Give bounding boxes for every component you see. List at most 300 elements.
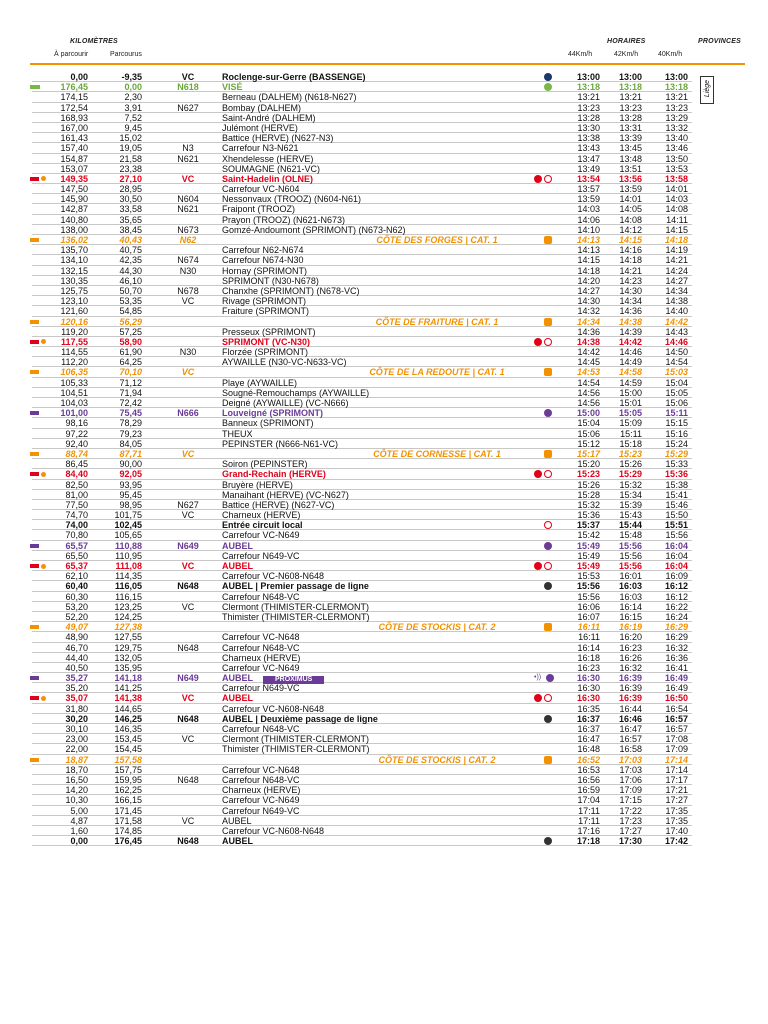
row-icons: [544, 83, 552, 91]
km-covered: 171,58: [114, 815, 142, 826]
km-covered: 58,90: [119, 336, 142, 347]
table-row: [32, 418, 692, 428]
table-row: [32, 602, 692, 612]
time-44kmh: 14:06: [577, 214, 600, 225]
km-covered: 71,94: [119, 387, 142, 398]
time-42kmh: 13:59: [619, 184, 642, 195]
time-44kmh: 14:45: [577, 357, 600, 368]
time-44kmh: 14:56: [577, 387, 600, 398]
road-code: N648: [177, 713, 199, 724]
table-row: [32, 215, 692, 225]
row-icons: [534, 470, 552, 478]
table-row: [32, 266, 692, 276]
time-44kmh: 13:38: [577, 133, 600, 144]
place-name: Playe (AYWAILLE): [222, 377, 298, 388]
time-44kmh: 17:16: [577, 825, 600, 836]
time-44kmh: 16:30: [576, 693, 600, 704]
km-remaining: 135,70: [60, 245, 88, 256]
km-covered: 116,05: [114, 581, 142, 592]
time-40kmh: 14:34: [665, 285, 688, 296]
time-42kmh: 15:05: [618, 408, 642, 419]
km-remaining: 23,00: [65, 734, 88, 745]
km-covered: 146,35: [114, 724, 142, 734]
time-44kmh: 16:30: [577, 683, 600, 694]
road-code: N648: [177, 836, 199, 847]
time-40kmh: 15:36: [664, 469, 688, 480]
row-icons: [534, 338, 552, 346]
time-42kmh: 13:45: [619, 143, 642, 154]
table-row: [32, 551, 692, 561]
place-name: Carrefour N648-VC: [222, 642, 300, 653]
time-44kmh: 14:13: [577, 245, 600, 256]
time-42kmh: 17:06: [619, 774, 642, 785]
km-remaining: 18,70: [65, 764, 88, 775]
km-remaining: 81,00: [65, 489, 88, 500]
km-remaining: 65,37: [65, 561, 88, 571]
km-covered: 56,29: [119, 316, 142, 327]
sprint-icon: [544, 562, 552, 570]
km-remaining: 174,15: [60, 92, 88, 103]
km-covered: 87,71: [119, 448, 142, 459]
km-remaining: 92,40: [65, 438, 88, 449]
climb-icon: [544, 756, 552, 764]
place-name: Carrefour N3-N621: [222, 143, 299, 154]
finish-line-icon: [544, 582, 552, 590]
table-row: [32, 612, 692, 622]
time-40kmh: 15:50: [665, 510, 688, 521]
km-covered: 157,75: [114, 764, 142, 775]
time-40kmh: 14:08: [665, 204, 688, 215]
time-44kmh: 15:42: [577, 530, 600, 541]
finish-line-icon: [544, 715, 552, 723]
place-name: AUBEL PROXIMUS: [222, 673, 562, 684]
km-remaining: 86,45: [65, 459, 88, 470]
time-44kmh: 17:18: [576, 836, 600, 847]
time-42kmh: 14:30: [619, 285, 642, 296]
table-row: [32, 306, 692, 316]
table-row: [32, 836, 692, 846]
table-row: [32, 490, 692, 500]
place-name: Carrefour VC-N604: [222, 184, 300, 195]
time-42kmh: 14:01: [619, 194, 642, 205]
place-name: Charneux (HERVE): [222, 510, 301, 521]
km-remaining: 117,55: [60, 336, 88, 347]
time-40kmh: 13:40: [665, 133, 688, 144]
place-name: Xhendelesse (HERVE): [222, 153, 314, 164]
time-40kmh: 17:14: [664, 754, 688, 765]
km-remaining: 136,02: [60, 235, 88, 245]
table-row: [32, 693, 692, 703]
time-42kmh: 14:16: [619, 245, 642, 256]
row-icons: [544, 368, 552, 376]
time-42kmh: 13:39: [619, 133, 642, 144]
km-covered: 110,88: [114, 540, 142, 551]
km-covered: 53,35: [119, 296, 142, 307]
time-44kmh: 13:57: [577, 184, 600, 195]
time-44kmh: 14:30: [577, 296, 600, 307]
table-row: [32, 225, 692, 235]
km-remaining: 30,20: [65, 713, 88, 724]
time-42kmh: 15:43: [619, 510, 642, 521]
radio-icon: •)): [534, 674, 542, 682]
time-44kmh: 15:49: [577, 550, 600, 561]
table-row: [32, 755, 692, 765]
place-name: AUBEL: [222, 815, 252, 826]
km-covered: 28,95: [119, 184, 142, 195]
time-42kmh: 16:39: [618, 673, 642, 684]
table-row: [32, 398, 692, 408]
place-name: Carrefour N648-VC: [222, 591, 300, 602]
table-row: [32, 673, 692, 683]
time-40kmh: 17:14: [665, 764, 688, 775]
time-40kmh: 13:23: [665, 102, 688, 113]
km-covered: 40,43: [119, 235, 142, 245]
time-42kmh: 14:05: [619, 204, 642, 215]
table-row: [32, 133, 692, 143]
table-row: [32, 357, 692, 367]
table-row: [32, 744, 692, 754]
km-covered: 102,45: [114, 520, 142, 531]
place-name: Entrée circuit local: [222, 520, 303, 531]
time-40kmh: 13:29: [665, 112, 688, 123]
time-44kmh: 15:12: [577, 438, 600, 449]
time-44kmh: 14:13: [576, 235, 600, 245]
time-42kmh: 15:48: [619, 530, 642, 541]
time-42kmh: 17:23: [619, 815, 642, 826]
time-40kmh: 13:32: [665, 122, 688, 133]
km-remaining: 35,27: [65, 673, 88, 684]
km-covered: 40,75: [119, 245, 142, 256]
km-covered: 110,95: [115, 550, 142, 561]
time-42kmh: 16:57: [619, 734, 642, 745]
place-name: SOUMAGNE (N621-VC): [222, 163, 321, 174]
place-name: Presseux (SPRIMONT): [222, 326, 316, 337]
place-name: Carrefour N674-N30: [222, 255, 304, 266]
table-row: [32, 480, 692, 490]
time-40kmh: 17:42: [664, 836, 688, 847]
km-covered: 90,00: [119, 459, 142, 470]
km-covered: 132,05: [114, 652, 142, 663]
time-40kmh: 16:29: [664, 622, 688, 633]
ravitaillement-icon: [534, 562, 542, 570]
time-42kmh: 14:23: [619, 275, 642, 286]
table-row: [32, 276, 692, 286]
place-name: AUBEL | Deuxième passage de ligne: [222, 713, 378, 724]
time-42kmh: 16:44: [619, 703, 642, 714]
time-44kmh: 14:36: [577, 326, 600, 337]
km-remaining: 49,07: [65, 622, 88, 633]
place-name: PEPINSTER (N666-N61-VC): [222, 438, 339, 449]
km-remaining: 4,87: [70, 815, 88, 826]
time-40kmh: 15:41: [665, 489, 688, 500]
place-name: Carrefour N649-VC: [222, 683, 300, 694]
time-44kmh: 16:37: [576, 713, 600, 724]
time-40kmh: 17:40: [665, 825, 688, 836]
km-covered: 78,29: [119, 418, 142, 429]
start-play-icon: [544, 73, 552, 81]
km-covered: 98,95: [119, 499, 142, 510]
time-44kmh: 13:49: [577, 163, 600, 174]
climb-icon: [544, 623, 552, 631]
time-40kmh: 14:19: [665, 245, 688, 256]
time-40kmh: 15:06: [665, 398, 688, 408]
place-name: Gomzé-Andoumont (SPRIMONT) (N673-N62): [222, 224, 406, 235]
time-44kmh: 16:37: [577, 724, 600, 734]
table-row: [32, 184, 692, 194]
row-icons: [534, 562, 552, 570]
time-40kmh: 16:04: [664, 561, 688, 571]
header-divider: [30, 63, 745, 65]
place-name: Saint-André (DALHEM): [222, 112, 316, 123]
time-44kmh: 15:06: [577, 428, 600, 439]
kilometres-header: KILOMÈTRES: [70, 38, 118, 45]
time-40kmh: 13:53: [665, 163, 688, 174]
table-row: [32, 82, 692, 92]
time-42kmh: 15:01: [619, 398, 642, 408]
time-40kmh: 14:24: [665, 265, 688, 276]
time-40kmh: 15:24: [665, 438, 688, 449]
time-44kmh: 14:10: [577, 224, 600, 235]
km-covered: 123,25: [114, 601, 142, 612]
place-name: Charneux (HERVE): [222, 785, 301, 796]
km-remaining: 121,60: [60, 306, 88, 317]
km-remaining: 98,16: [65, 418, 88, 429]
place-name: Fraipont (TROOZ): [222, 204, 296, 215]
time-40kmh: 15:51: [664, 520, 688, 531]
km-covered: 61,90: [119, 347, 142, 358]
road-code: N627: [177, 102, 199, 113]
time-44kmh: 15:37: [576, 520, 600, 531]
km-covered: 153,45: [114, 734, 142, 745]
time-42kmh: 14:58: [618, 367, 642, 378]
place-name: Carrefour VC-N608-N648: [222, 571, 325, 582]
km-covered: 92,05: [119, 469, 142, 480]
place-name: Carrefour N648-VC: [222, 774, 300, 785]
place-name: Carrefour VC-N608-N648: [222, 825, 325, 836]
place-name: Clermont (THIMISTER-CLERMONT): [222, 734, 370, 745]
km-remaining: 88,74: [65, 448, 88, 459]
place-name: Clermont (THIMISTER-CLERMONT): [222, 601, 370, 612]
time-44kmh: 14:15: [577, 255, 600, 266]
km-covered: 46,10: [119, 275, 142, 286]
table-row: [32, 704, 692, 714]
place-name: Saint-Hadelin (OLNE): [222, 173, 314, 184]
place-name: CÔTE DE STOCKIS | CAT. 2: [378, 754, 496, 765]
time-40kmh: 15:04: [665, 377, 688, 388]
province-liege-label: Liège: [704, 79, 712, 98]
km-remaining: 125,75: [60, 285, 88, 296]
table-row: [32, 765, 692, 775]
time-40kmh: 14:15: [665, 224, 688, 235]
time-42kmh: 17:03: [618, 754, 642, 765]
table-row: [32, 378, 692, 388]
place-name: CÔTE DE LA REDOUTE | CAT. 1: [369, 367, 505, 378]
table-row: [32, 592, 692, 602]
km-covered: 146,25: [114, 713, 142, 724]
road-code: VC: [181, 510, 195, 521]
time-44kmh: 16:52: [576, 754, 600, 765]
time-44kmh: 16:47: [577, 734, 600, 745]
place-name: Fraiture (SPRIMONT): [222, 306, 310, 317]
road-code: N673: [177, 224, 199, 235]
bonus-sprint-icon: [544, 409, 552, 417]
time-40kmh: 16:29: [665, 632, 688, 643]
time-40kmh: 15:03: [664, 367, 688, 378]
km-covered: 101,75: [114, 510, 142, 521]
table-row: [32, 541, 692, 551]
table-row: [32, 235, 692, 245]
time-42kmh: 16:03: [619, 591, 642, 602]
time-44kmh: 14:53: [576, 367, 600, 378]
time-44kmh: 14:03: [577, 204, 600, 215]
road-code: N627: [177, 499, 199, 510]
time-40kmh: 16:09: [665, 571, 688, 582]
place-name: Banneux (SPRIMONT): [222, 418, 314, 429]
km-covered: 111,08: [115, 561, 142, 571]
time-44kmh: 15:26: [577, 479, 600, 490]
time-44kmh: 14:34: [576, 316, 600, 327]
km-covered: 70,10: [119, 367, 142, 378]
time-42kmh: 16:47: [619, 724, 642, 734]
time-40kmh: 15:56: [665, 530, 688, 541]
table-row: [32, 795, 692, 805]
time-40kmh: 14:46: [664, 336, 688, 347]
km-remaining: 0,00: [70, 836, 88, 847]
table-row: [32, 734, 692, 744]
time-44kmh: 17:11: [578, 805, 600, 816]
road-code: N648: [177, 581, 199, 592]
time-44kmh: 16:30: [576, 673, 600, 684]
table-row: [32, 327, 692, 337]
time-42kmh: 16:39: [618, 693, 642, 704]
speed-40-header: 40Km/h: [658, 51, 683, 58]
time-44kmh: 14:42: [577, 347, 600, 358]
time-40kmh: 15:38: [665, 479, 688, 490]
table-row: [32, 296, 692, 306]
climb-icon: [544, 318, 552, 326]
time-42kmh: 15:32: [619, 479, 642, 490]
sprint-icon: [544, 175, 552, 183]
road-code: N678: [177, 285, 199, 296]
time-40kmh: 16:50: [664, 693, 688, 704]
road-code: VC: [181, 734, 195, 745]
time-42kmh: 14:21: [619, 265, 642, 276]
time-40kmh: 13:00: [664, 72, 688, 82]
time-44kmh: 16:11: [577, 622, 600, 633]
time-42kmh: 13:51: [619, 163, 642, 174]
road-code: N648: [177, 642, 199, 653]
table-row: [32, 510, 692, 520]
table-row: [32, 347, 692, 357]
place-name: Prayon (TROOZ) (N621-N673): [222, 214, 346, 225]
table-row: [32, 449, 692, 459]
time-40kmh: 14:03: [665, 194, 688, 205]
table-row: [32, 724, 692, 734]
table-row: [32, 317, 692, 327]
row-icons: [544, 582, 552, 590]
time-42kmh: 13:56: [618, 173, 642, 184]
place-name: Carrefour VC-N648: [222, 632, 300, 643]
time-44kmh: 16:59: [577, 785, 600, 796]
place-name: Bombay (DALHEM): [222, 102, 302, 113]
km-remaining: 97,22: [65, 428, 88, 439]
km-remaining: 22,00: [65, 744, 88, 755]
time-40kmh: 14:50: [665, 347, 688, 358]
row-icons: [544, 450, 552, 458]
table-row: [32, 388, 692, 398]
place-name: Chanxhe (SPRIMONT) (N678-VC): [222, 285, 360, 296]
km-covered: 127,38: [114, 622, 142, 633]
place-name: Louveigné (SPRIMONT): [222, 408, 323, 419]
row-icons: [534, 674, 554, 682]
time-40kmh: 14:27: [665, 275, 688, 286]
time-42kmh: 16:03: [618, 581, 642, 592]
time-40kmh: 14:11: [666, 214, 688, 225]
time-44kmh: 14:32: [577, 306, 600, 317]
km-remaining: 74,70: [65, 510, 88, 521]
km-covered: 157,58: [114, 754, 142, 765]
time-42kmh: 16:46: [618, 713, 642, 724]
time-44kmh: 16:53: [577, 764, 600, 775]
time-40kmh: 16:22: [665, 601, 688, 612]
time-40kmh: 16:04: [665, 550, 688, 561]
ravitaillement-icon: [534, 338, 542, 346]
time-42kmh: 13:21: [619, 92, 642, 103]
time-42kmh: 14:59: [619, 377, 642, 388]
table-row: [32, 408, 692, 418]
place-name: AUBEL: [222, 836, 253, 847]
time-40kmh: 14:01: [665, 184, 688, 195]
km-remaining: 138,00: [60, 224, 88, 235]
road-code: N621: [177, 153, 199, 164]
km-covered: 144,65: [114, 703, 142, 714]
time-40kmh: 16:54: [665, 703, 688, 714]
road-code: VC: [181, 296, 195, 307]
leader-jersey-icon: [544, 83, 552, 91]
time-40kmh: 15:15: [665, 418, 688, 429]
road-code: VC: [181, 815, 195, 826]
km-remaining: 10,30: [65, 795, 88, 806]
table-row: [32, 806, 692, 816]
road-code: VC: [181, 601, 195, 612]
time-42kmh: 14:46: [619, 347, 642, 358]
time-40kmh: 16:32: [665, 642, 688, 653]
sponsor-badge: PROXIMUS: [263, 676, 324, 684]
km-remaining: 44,40: [65, 652, 88, 663]
km-covered: 75,45: [119, 408, 142, 419]
speed-44-header: 44Km/h: [568, 51, 593, 58]
time-42kmh: 14:34: [619, 296, 642, 307]
place-name: Berneau (DALHEM) (N618-N627): [222, 92, 357, 103]
km-covered: 114,35: [115, 571, 142, 582]
place-name: AUBEL: [222, 561, 253, 571]
time-42kmh: 15:56: [618, 561, 642, 571]
km-remaining: 104,03: [60, 398, 88, 408]
time-40kmh: 13:18: [664, 82, 688, 93]
km-covered: 159,95: [114, 774, 142, 785]
time-40kmh: 16:12: [665, 591, 688, 602]
km-covered: 35,65: [119, 214, 142, 225]
place-name: Carrefour VC-N649: [222, 530, 300, 541]
time-42kmh: 13:48: [619, 153, 642, 164]
km-remaining: 154,87: [60, 153, 88, 164]
road-code: N30: [179, 347, 197, 358]
km-covered: 141,18: [114, 673, 142, 684]
place-name: Sougné-Remouchamps (AYWAILLE): [222, 387, 370, 398]
km-covered: 72,42: [119, 398, 142, 408]
km-remaining: 153,07: [60, 163, 88, 174]
km-covered: 162,25: [114, 785, 142, 796]
